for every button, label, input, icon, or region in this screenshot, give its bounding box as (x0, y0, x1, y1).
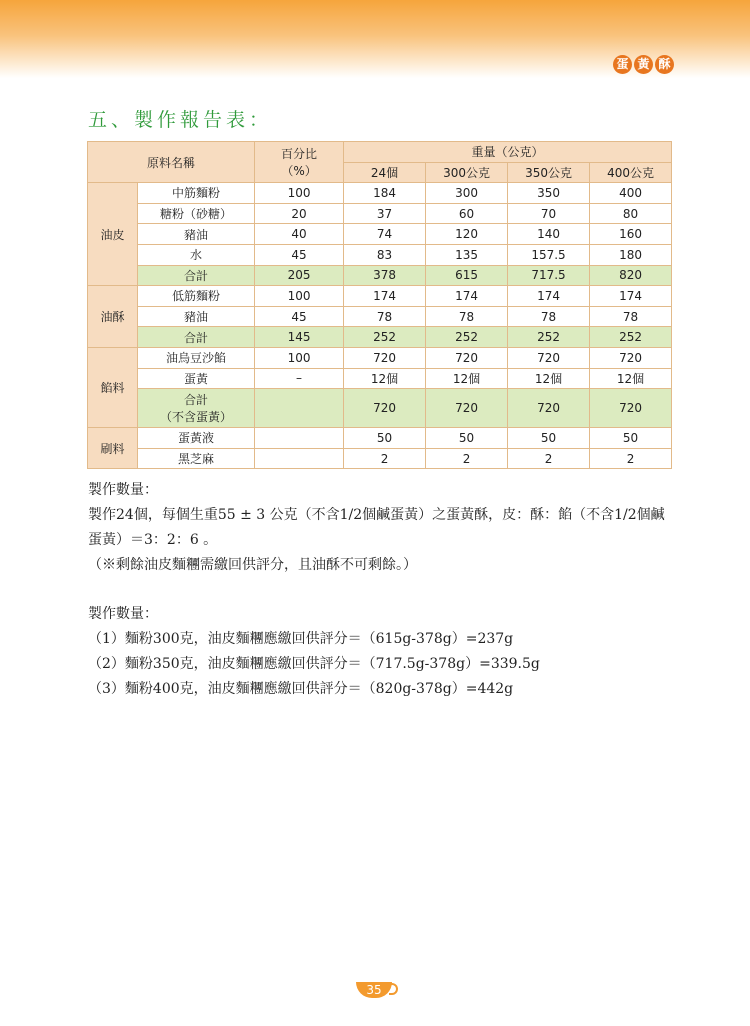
percent-value: 100 (255, 347, 344, 368)
weight-value: 12個 (508, 368, 590, 389)
table-row (88, 368, 672, 389)
weight-value: 60 (426, 203, 508, 224)
ingredient-name: 水 (138, 244, 255, 265)
weight-value: 2 (344, 448, 426, 469)
weight-value: 174 (344, 286, 426, 307)
weight-value: 12個 (426, 368, 508, 389)
weight-value: 174 (590, 286, 672, 307)
weight-value: 74 (344, 224, 426, 245)
section-title: 五、製作報告表： (88, 109, 273, 131)
ingredient-name: 蛋黃 (138, 368, 255, 389)
title-badge-2: 黃 (634, 55, 653, 74)
table-row (88, 203, 672, 224)
weight-value: 83 (344, 244, 426, 265)
weight-value: 252 (508, 327, 590, 348)
ingredient-name: 黑芝麻 (138, 448, 255, 469)
ingredient-name: 蛋黃液 (138, 428, 255, 449)
percent-value: 100 (255, 286, 344, 307)
weight-value: 350 (508, 183, 590, 204)
weight-value: 78 (590, 306, 672, 327)
ingredient-name: 油烏豆沙餡 (138, 347, 255, 368)
weight-value: 50 (426, 428, 508, 449)
percent-value (255, 428, 344, 449)
weight-value: 720 (508, 347, 590, 368)
weight-value: 720 (344, 347, 426, 368)
percent-value: 205 (255, 265, 344, 286)
notes-spacer (88, 578, 678, 602)
table-row (88, 306, 672, 327)
table-row (88, 428, 672, 449)
table-row (88, 286, 672, 307)
notes-item: （2）麵粉350克，油皮麵糰應繳回供評分＝（717.5g-378g）=339.5g (88, 656, 540, 672)
weight-value: 12個 (344, 368, 426, 389)
subtotal-row (88, 327, 672, 348)
weight-value: 615 (426, 265, 508, 286)
percent-value: 20 (255, 203, 344, 224)
percent-value: 45 (255, 244, 344, 265)
category-cell: 油酥 (88, 286, 138, 348)
notes-paragraph-1: 製作24個，每個生重55 ± 3 公克（不含1/2個鹹蛋黃）之蛋黃酥，皮：酥：餡（不含1/2個鹹蛋黃）＝3：2：6 。 (88, 507, 665, 548)
table-row (88, 224, 672, 245)
table-row (88, 244, 672, 265)
table-row (88, 183, 672, 204)
subtotal-label: 合計 (138, 265, 255, 286)
weight-value: 120 (426, 224, 508, 245)
weight-value: 720 (426, 347, 508, 368)
weight-value: 50 (508, 428, 590, 449)
percent-value (255, 389, 344, 428)
page-number: 35 (366, 983, 382, 997)
title-badge-1: 蛋 (613, 55, 632, 74)
weight-value: 50 (344, 428, 426, 449)
title-badge-3: 酥 (655, 55, 674, 74)
production-report-table (87, 141, 672, 469)
ingredient-name: 中筋麵粉 (138, 183, 255, 204)
weight-col-350: 350公克 (508, 162, 590, 183)
weight-value: 78 (508, 306, 590, 327)
table-row (88, 347, 672, 368)
weight-value: 37 (344, 203, 426, 224)
weight-value: 252 (426, 327, 508, 348)
weight-value: 174 (508, 286, 590, 307)
weight-col-24: 24個 (344, 162, 426, 183)
subtotal-label (138, 389, 255, 428)
ingredient-header: 原料名稱 (88, 142, 255, 183)
weight-value: 180 (590, 244, 672, 265)
weight-value: 720 (508, 389, 590, 428)
category-cell: 油皮 (88, 183, 138, 286)
weight-value: 140 (508, 224, 590, 245)
notes-section (88, 478, 678, 702)
percent-value: 100 (255, 183, 344, 204)
weight-value: 50 (590, 428, 672, 449)
weight-value: 80 (590, 203, 672, 224)
ingredient-name: 豬油 (138, 224, 255, 245)
subtotal-label: 合計 (138, 327, 255, 348)
category-cell: 餡料 (88, 347, 138, 427)
weight-value: 70 (508, 203, 590, 224)
ingredient-name: 低筋麵粉 (138, 286, 255, 307)
weight-value: 400 (590, 183, 672, 204)
weight-value: 820 (590, 265, 672, 286)
weight-value: 378 (344, 265, 426, 286)
weight-value: 252 (590, 327, 672, 348)
notes-item: （1）麵粉300克，油皮麵糰應繳回供評分＝（615g-378g）=237g (88, 631, 514, 647)
subtotal-label-line2: （不含蛋黃） (160, 410, 233, 425)
category-cell: 刷料 (88, 428, 138, 469)
percent-header-line2: （%） (281, 164, 317, 179)
weight-value: 717.5 (508, 265, 590, 286)
weight-value: 720 (590, 347, 672, 368)
percent-value: 45 (255, 306, 344, 327)
weight-value: 12個 (590, 368, 672, 389)
weight-value: 184 (344, 183, 426, 204)
weight-value: 135 (426, 244, 508, 265)
weight-value: 2 (590, 448, 672, 469)
percent-value: 40 (255, 224, 344, 245)
percent-value (255, 448, 344, 469)
weight-value: 157.5 (508, 244, 590, 265)
table-row (88, 448, 672, 469)
weight-value: 160 (590, 224, 672, 245)
notes-item: （3）麵粉400克，油皮麵糰應繳回供評分＝（820g-378g）=442g (88, 681, 514, 697)
notes-paragraph-2: （※剩餘油皮麵糰需繳回供評分，且油酥不可剩餘。） (88, 557, 417, 573)
page-number-badge (356, 976, 396, 1000)
weight-value: 78 (344, 306, 426, 327)
notes-heading-2: 製作數量： (88, 606, 158, 622)
weight-value: 78 (426, 306, 508, 327)
weight-value: 300 (426, 183, 508, 204)
weight-col-400: 400公克 (590, 162, 672, 183)
subtotal-row (88, 265, 672, 286)
notes-heading-1: 製作數量： (88, 482, 158, 498)
weight-col-300: 300公克 (426, 162, 508, 183)
book-title-badges (613, 55, 674, 74)
percent-value: – (255, 368, 344, 389)
percent-value: 145 (255, 327, 344, 348)
weight-value: 720 (426, 389, 508, 428)
ingredient-name: 豬油 (138, 306, 255, 327)
weight-value: 2 (508, 448, 590, 469)
weight-value: 720 (590, 389, 672, 428)
weight-value: 174 (426, 286, 508, 307)
ingredient-name: 糖粉（砂糖） (138, 203, 255, 224)
weight-header: 重量（公克） (344, 142, 672, 163)
percent-header (255, 142, 344, 183)
weight-value: 2 (426, 448, 508, 469)
subtotal-row (88, 389, 672, 428)
subtotal-label-line1: 合計 (184, 393, 209, 408)
weight-value: 720 (344, 389, 426, 428)
weight-value: 252 (344, 327, 426, 348)
percent-header-line1: 百分比 (281, 147, 318, 162)
